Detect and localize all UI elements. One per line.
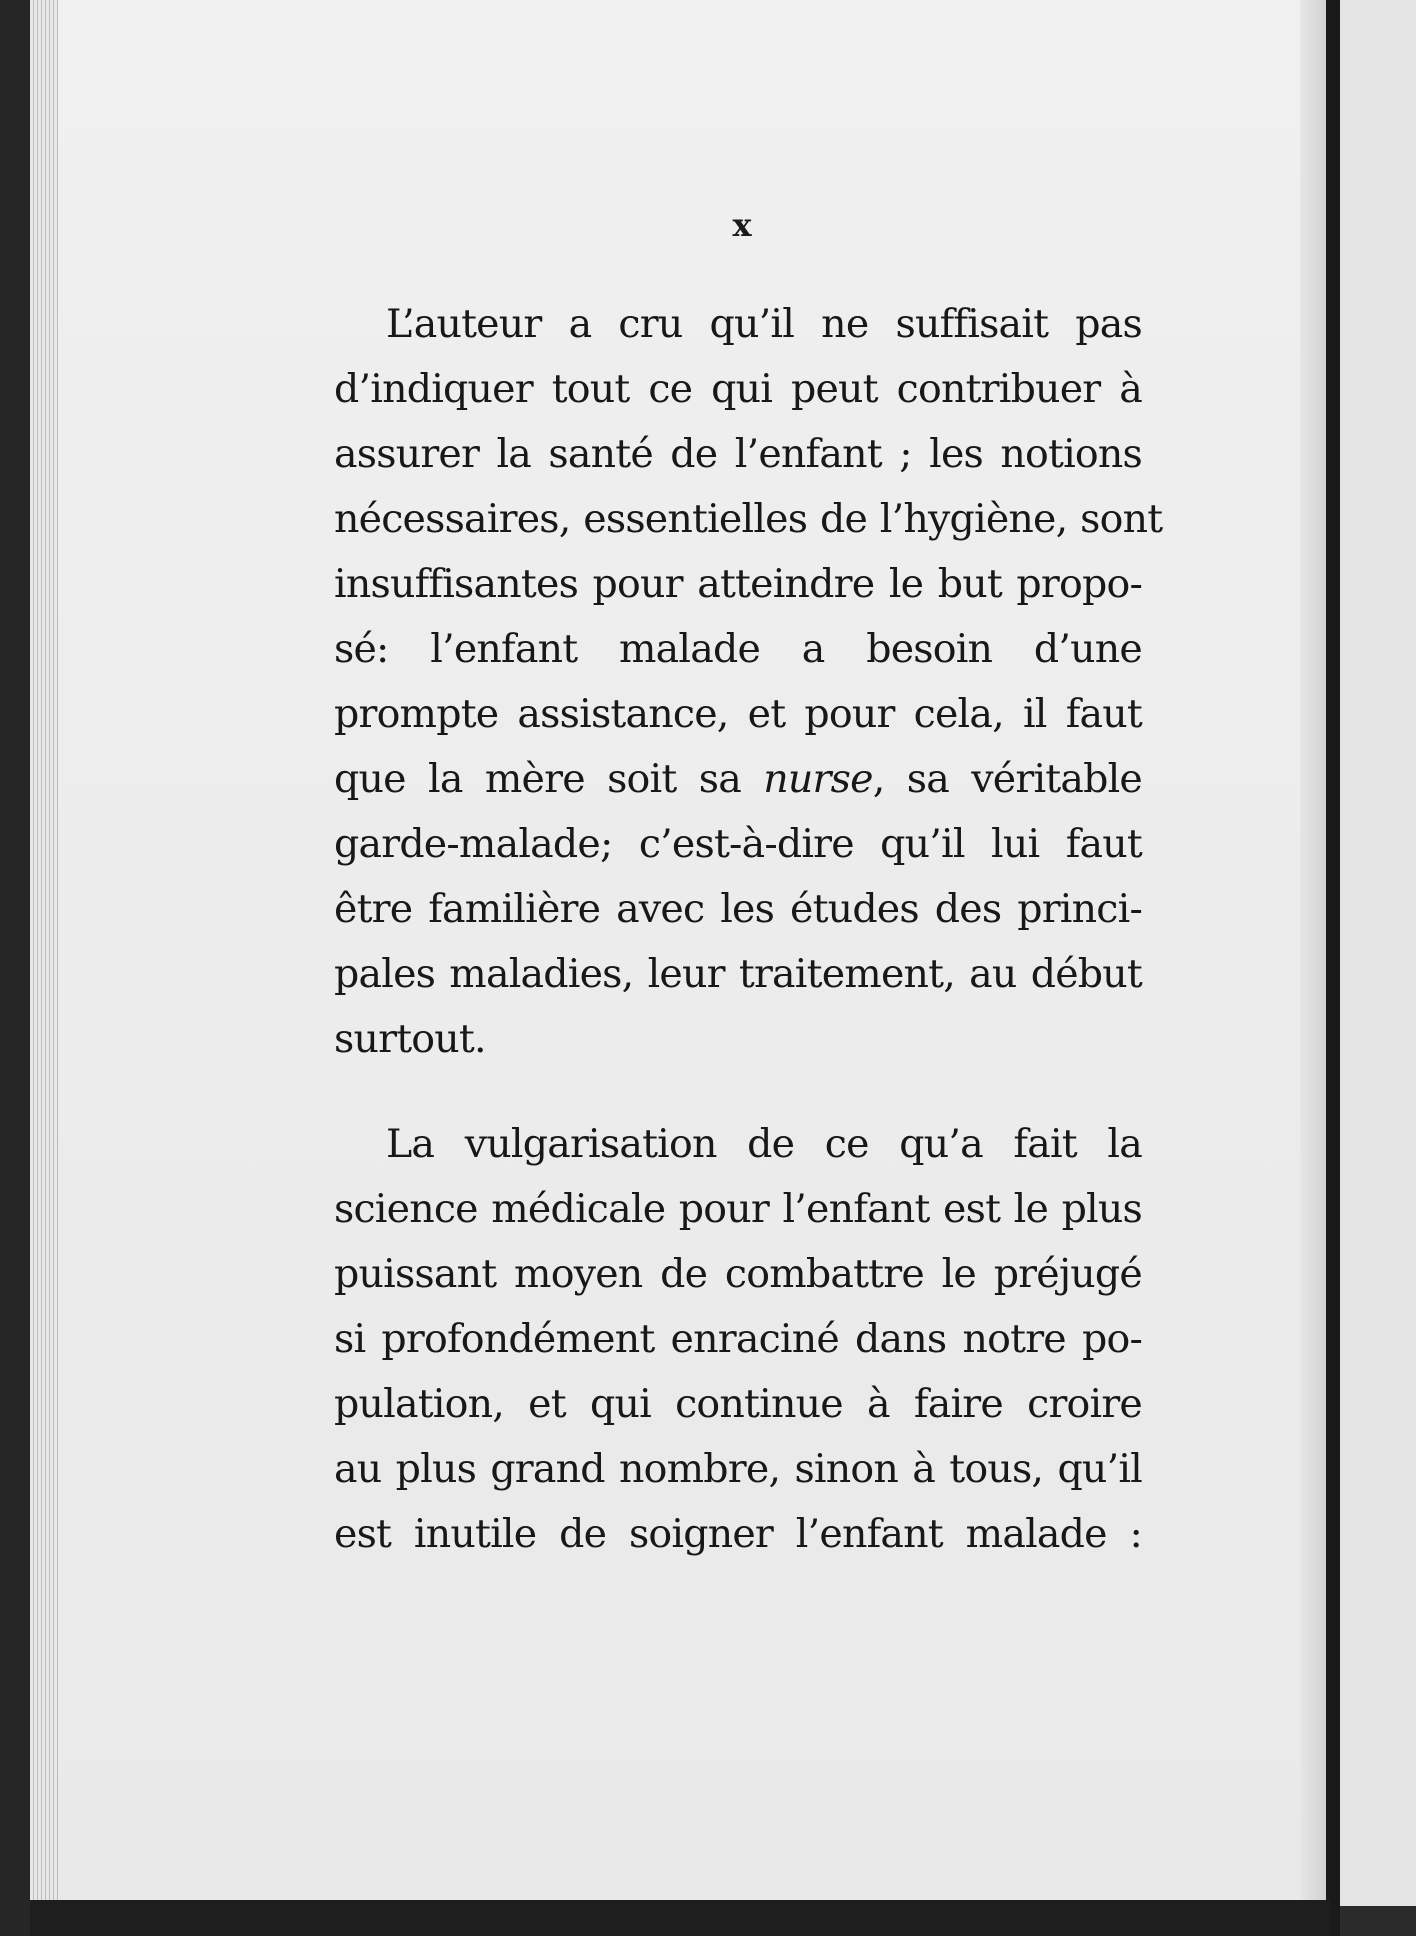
- text-line: prompte assistance, et pour cela, il faut: [334, 691, 1142, 737]
- text-line: La vulgarisation de ce qu’a fait la: [386, 1121, 1142, 1167]
- text-line: est inutile de soigner l’enfant malade :: [334, 1511, 1142, 1557]
- book-spine: [1326, 0, 1340, 1936]
- text-line: nécessaires, essentielles de l’hygiène, sont: [334, 496, 1163, 542]
- text-line: garde-malade; c’est-à-dire qu’il lui faut: [334, 821, 1142, 867]
- italic-word: nurse: [763, 756, 873, 802]
- text-line: être familière avec les études des princi-: [334, 886, 1142, 932]
- text-line: science médicale pour l’enfant est le plus: [334, 1186, 1142, 1232]
- page-gutter: [1300, 0, 1326, 1902]
- paragraph-2: [334, 1112, 1142, 1567]
- page-bottom-shadow: [30, 1900, 1330, 1936]
- text-line: surtout.: [334, 1016, 486, 1062]
- text-line: au plus grand nombre, sinon à tous, qu’il: [334, 1446, 1142, 1492]
- page-edges: [30, 0, 60, 1906]
- text-line: si profondément enraciné dans notre po-: [334, 1316, 1142, 1362]
- text-line: sé: l’enfant malade a besoin d’une: [334, 626, 1142, 672]
- text-line: d’indiquer tout ce qui peut contribuer à: [334, 366, 1142, 412]
- text-line: pulation, et qui continue à faire croire: [334, 1381, 1142, 1427]
- facing-page-edge: [1340, 0, 1416, 1906]
- text-line: L’auteur a cru qu’il ne suffisait pas: [386, 301, 1142, 347]
- text-line: [334, 747, 1142, 812]
- paragraph-1: [334, 292, 1163, 1072]
- text-line: pales maladies, leur traitement, au début: [334, 951, 1142, 997]
- text-segment: que la mère soit sa: [334, 756, 764, 802]
- scan-background: [0, 0, 30, 1936]
- body-text: [334, 292, 1163, 1567]
- text-line: assurer la santé de l’enfant ; les notions: [334, 431, 1142, 477]
- text-segment: , sa véritable: [872, 756, 1142, 802]
- paragraph-spacer: [334, 1072, 1142, 1112]
- text-line: puissant moyen de combattre le préjugé: [334, 1251, 1142, 1297]
- page-number: x: [732, 206, 752, 244]
- text-line: insuffisantes pour atteindre le but propo-: [334, 561, 1142, 607]
